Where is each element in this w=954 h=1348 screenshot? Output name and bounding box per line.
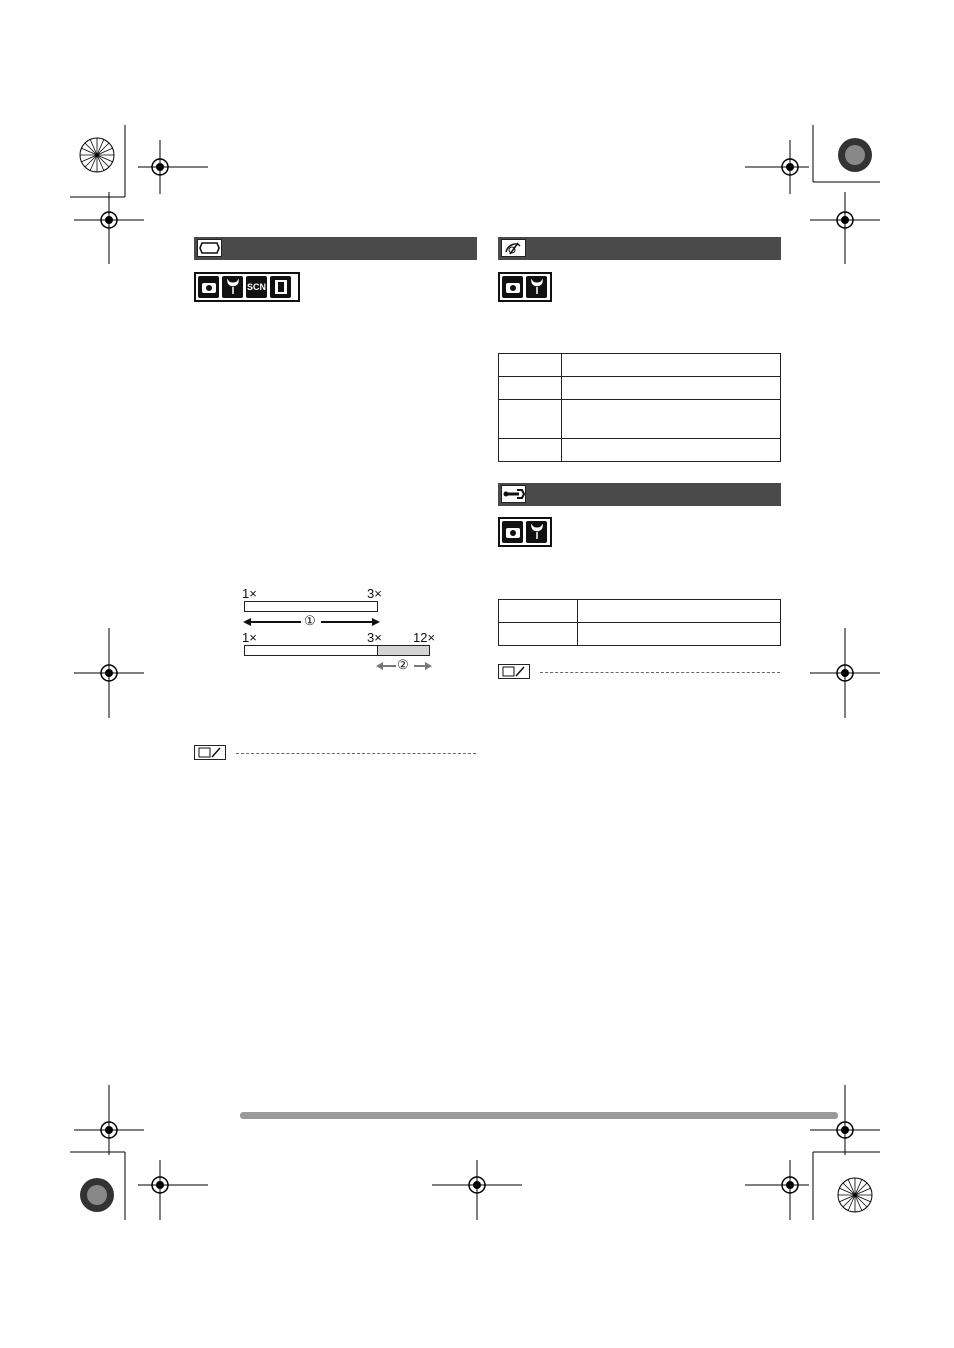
table-cell [562,439,781,462]
hand-shake-icon [501,239,526,257]
table-row [499,600,781,623]
table-row [499,623,781,646]
note-divider [540,672,780,673]
target-mark [745,140,815,196]
table-cell [578,623,781,646]
zoom-range-marker-2: ② [397,657,409,672]
zoom-label-1x: 1× [242,586,257,601]
table-row [499,377,781,400]
table-cell [499,600,578,623]
table-cell [562,400,781,439]
table-cell [499,354,562,377]
table-row [499,354,781,377]
macro-mode-icon [526,276,547,298]
footer-rule [240,1112,838,1119]
target-mark [74,1085,144,1155]
target-mark [810,192,880,264]
table-cell [562,377,781,400]
table-cell [499,377,562,400]
table-cell [499,400,562,439]
camera-mode-icon [502,276,523,298]
stabilizer-options-table [498,353,781,462]
motion-picture-mode-icon [270,276,291,298]
note-divider [236,753,476,754]
target-mark [74,192,144,264]
section-header-bar [194,237,477,260]
mode-icons [194,272,300,302]
target-mark [810,628,880,718]
note-icon [194,745,226,760]
section-header-bar [498,237,781,260]
frame-icon [197,239,222,257]
zoom-label-12x: 12× [413,630,436,645]
note-icon [498,664,530,679]
macro-mode-icon [526,521,547,543]
target-mark [138,140,208,196]
optical-zoom-bar [244,601,378,612]
camera-mode-icon [198,276,219,298]
table-cell [499,623,578,646]
digital-zoom-bar [377,645,430,656]
scene-mode-icon: SCN [246,276,267,298]
table-cell [499,439,562,462]
zoom-label-1x: 1× [242,630,257,645]
zoom-range-marker-1: ① [304,613,316,628]
table-row [499,400,781,439]
target-mark [432,1160,522,1220]
table-cell [562,354,781,377]
section-header-bar [498,483,781,506]
wrench-icon [501,485,526,503]
macro-mode-icon [222,276,243,298]
target-mark [74,628,144,718]
target-mark [138,1160,208,1220]
setup-options-table [498,599,781,646]
target-mark [745,1160,815,1220]
target-mark [810,1085,880,1155]
table-cell [578,600,781,623]
mode-icons [498,517,552,547]
camera-mode-icon [502,521,523,543]
zoom-label-3x: 3× [367,630,382,645]
crop-mark-bottom-right [810,1150,910,1250]
mode-icons [498,272,552,302]
optical-zoom-bar [244,645,378,656]
table-row [499,439,781,462]
zoom-label-3x: 3× [367,586,382,601]
